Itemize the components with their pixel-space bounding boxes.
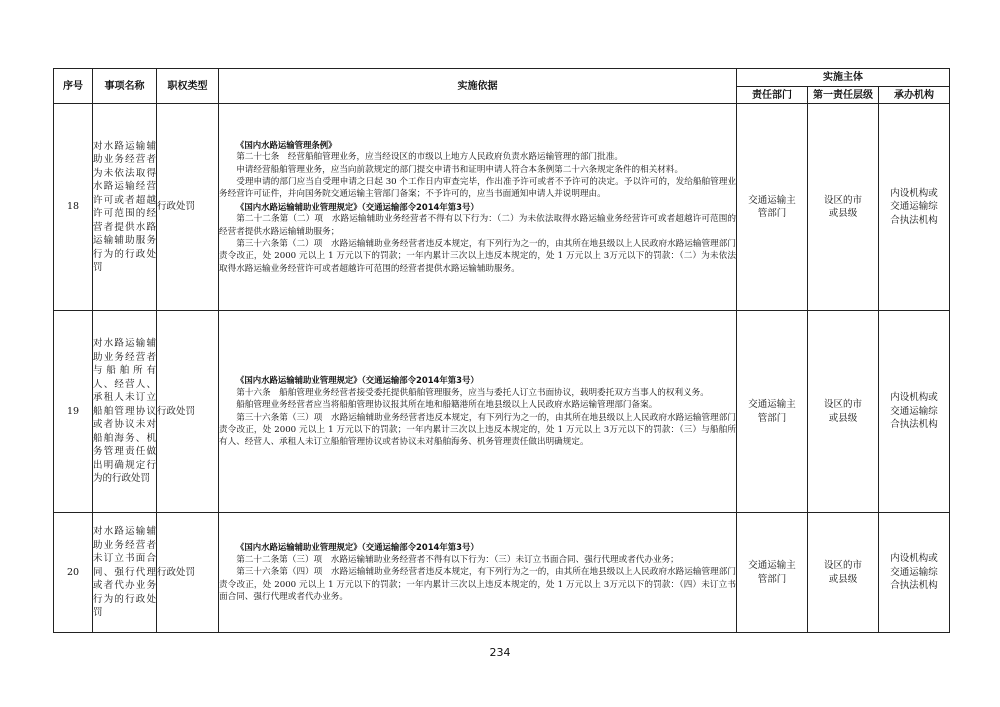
law-title: 《国内水路运输辅助业管理规定》（交通运输部令2014年第3号） <box>236 542 479 553</box>
row-item-name: 对水路运输辅助业务经营者未订立书面合同、强行代理或者代办业务行为的行政处罚 <box>93 513 157 633</box>
row-seq: 19 <box>54 311 93 513</box>
table-row <box>54 311 950 513</box>
law-paragraph: 第三十六条第（四）项 水路运输辅助业务经营者违反本规定，有下列行为之一的，由其所在地县级以上人民政府水路运输管理部门责令改正，处 2000 元以上 1 万元以下的罚款；一年内累计三次以上违反本规定的，处 1 万元以上 3万元以下的罚款：（四）未订立书面合同、强行代理或者代办业务。 <box>219 567 736 603</box>
row-item-name: 对水路运输辅助业务经营者与船舶所有人、经营人、承租人未订立船舶管理协议或者协议未对船舶海务、机务管理责任做出明确规定行为的行政处罚 <box>93 311 157 513</box>
header-name: 事项名称 <box>93 69 157 104</box>
page-number: 234 <box>489 646 511 659</box>
law-paragraph: 第三十六条第（三）项 水路运输辅助业务经营者违反本规定，有下列行为之一的，由其所在地县级以上人民政府水路运输管理部门责令改正，处 2000 元以上 1 万元以下的罚款；一年内累计三次以上违反本规定的，处 1 万元以上 3万元以下的罚款：（三）与船舶所有人、经营人、承租人未订立船舶管理协议或者协议未对船舶海务、机务管理责任做出明确规定。 <box>219 412 736 448</box>
law-title: 《国内水路运输辅助业管理规定》（交通运输部令2014年第3号） <box>236 375 479 386</box>
law-paragraph: 第十六条 船舶管理业务经营者接受委托提供船舶管理服务，应当与委托人订立书面协议，载明委托双方当事人的权利义务。 <box>236 387 709 398</box>
law-paragraph: 船舶管理业务经营者应当将船舶管理协议报其所在地和船籍港所在地县级以上人民政府水路运输管理部门备案。 <box>236 400 658 411</box>
row-level: 设区的市或县级 <box>808 513 879 633</box>
law-title: 《国内水路运输管理条例》 <box>236 139 337 150</box>
row-org: 内设机构或交通运输综合执法机构 <box>879 513 950 633</box>
row-basis <box>219 104 737 311</box>
header-org: 承办机构 <box>879 87 950 104</box>
row-basis <box>219 311 737 513</box>
row-dept: 交通运输主管部门 <box>737 311 808 513</box>
row-org: 内设机构或交通运输综合执法机构 <box>879 104 950 311</box>
enforcement-table <box>53 68 950 633</box>
law-paragraph: 第二十二条第（三）项 水路运输辅助业务经营者不得有以下行为：（三）未订立书面合同、强行代理或者代办业务； <box>236 554 679 565</box>
table-row <box>54 104 950 311</box>
table-row <box>54 513 950 633</box>
row-seq: 20 <box>54 513 93 633</box>
header-seq: 序号 <box>54 69 93 104</box>
row-seq: 18 <box>54 104 93 311</box>
header-subject: 实施主体 <box>737 69 950 87</box>
header-type: 职权类型 <box>157 69 219 104</box>
law-paragraph: 第二十二条第（二）项 水路运输辅助业务经营者不得有以下行为：（二）为未依法取得水路运输业务经营许可或者超越许可范围的经营者提供水路运输辅助服务； <box>219 214 736 237</box>
row-basis <box>219 513 737 633</box>
law-paragraph: 第三十六条第（二）项 水路运输辅助业务经营者违反本规定，有下列行为之一的，由其所在地县级以上人民政府水路运输管理部门责令改正，处 2000 元以上 1 万元以下的罚款；一年内累计三次以上违反本规定的，处 1 万元以上 3万元以下的罚款：（二）为未依法取得水路运输业务经营许可或者超越许可范围的经营者提供水路运输辅助服务。 <box>219 239 736 274</box>
row-level: 设区的市或县级 <box>808 311 879 513</box>
law-title: 《国内水路运输辅助业管理规定》（交通运输部令2014年第3号） <box>236 201 479 212</box>
header-dept: 责任部门 <box>737 87 808 104</box>
row-dept: 交通运输主管部门 <box>737 513 808 633</box>
row-org: 内设机构或交通运输综合执法机构 <box>879 311 950 513</box>
row-level: 设区的市或县级 <box>808 104 879 311</box>
row-dept: 交通运输主管部门 <box>737 104 808 311</box>
row-item-name: 对水路运输辅助业务经营者为未依法取得水路运输经营许可或者超越许可范围的经营者提供水路运输辅助服务行为的行政处罚 <box>93 104 157 311</box>
law-paragraph: 申请经营船舶管理业务，应当向前款规定的部门提交申请书和证明申请人符合本条例第二十六条规定条件的相关材料。 <box>236 164 684 175</box>
header-level: 第一责任层级 <box>808 87 879 104</box>
row-power-type: 行政处罚 <box>157 104 219 311</box>
header-basis: 实施依据 <box>219 69 737 104</box>
law-paragraph: 第二十七条 经营船舶管理业务，应当经设区的市级以上地方人民政府负责水路运输管理的部门批准。 <box>236 152 623 163</box>
row-power-type: 行政处罚 <box>157 311 219 513</box>
row-power-type: 行政处罚 <box>157 513 219 633</box>
law-paragraph: 受理申请的部门应当自受理申请之日起 30 个工作日内审查完毕，作出准予许可或者不予许可的决定。予以许可的，发给船舶管理业务经营许可证件，并向国务院交通运输主管部门备案；不予许可的，应当书面通知申请人并说明理由。 <box>219 176 736 200</box>
